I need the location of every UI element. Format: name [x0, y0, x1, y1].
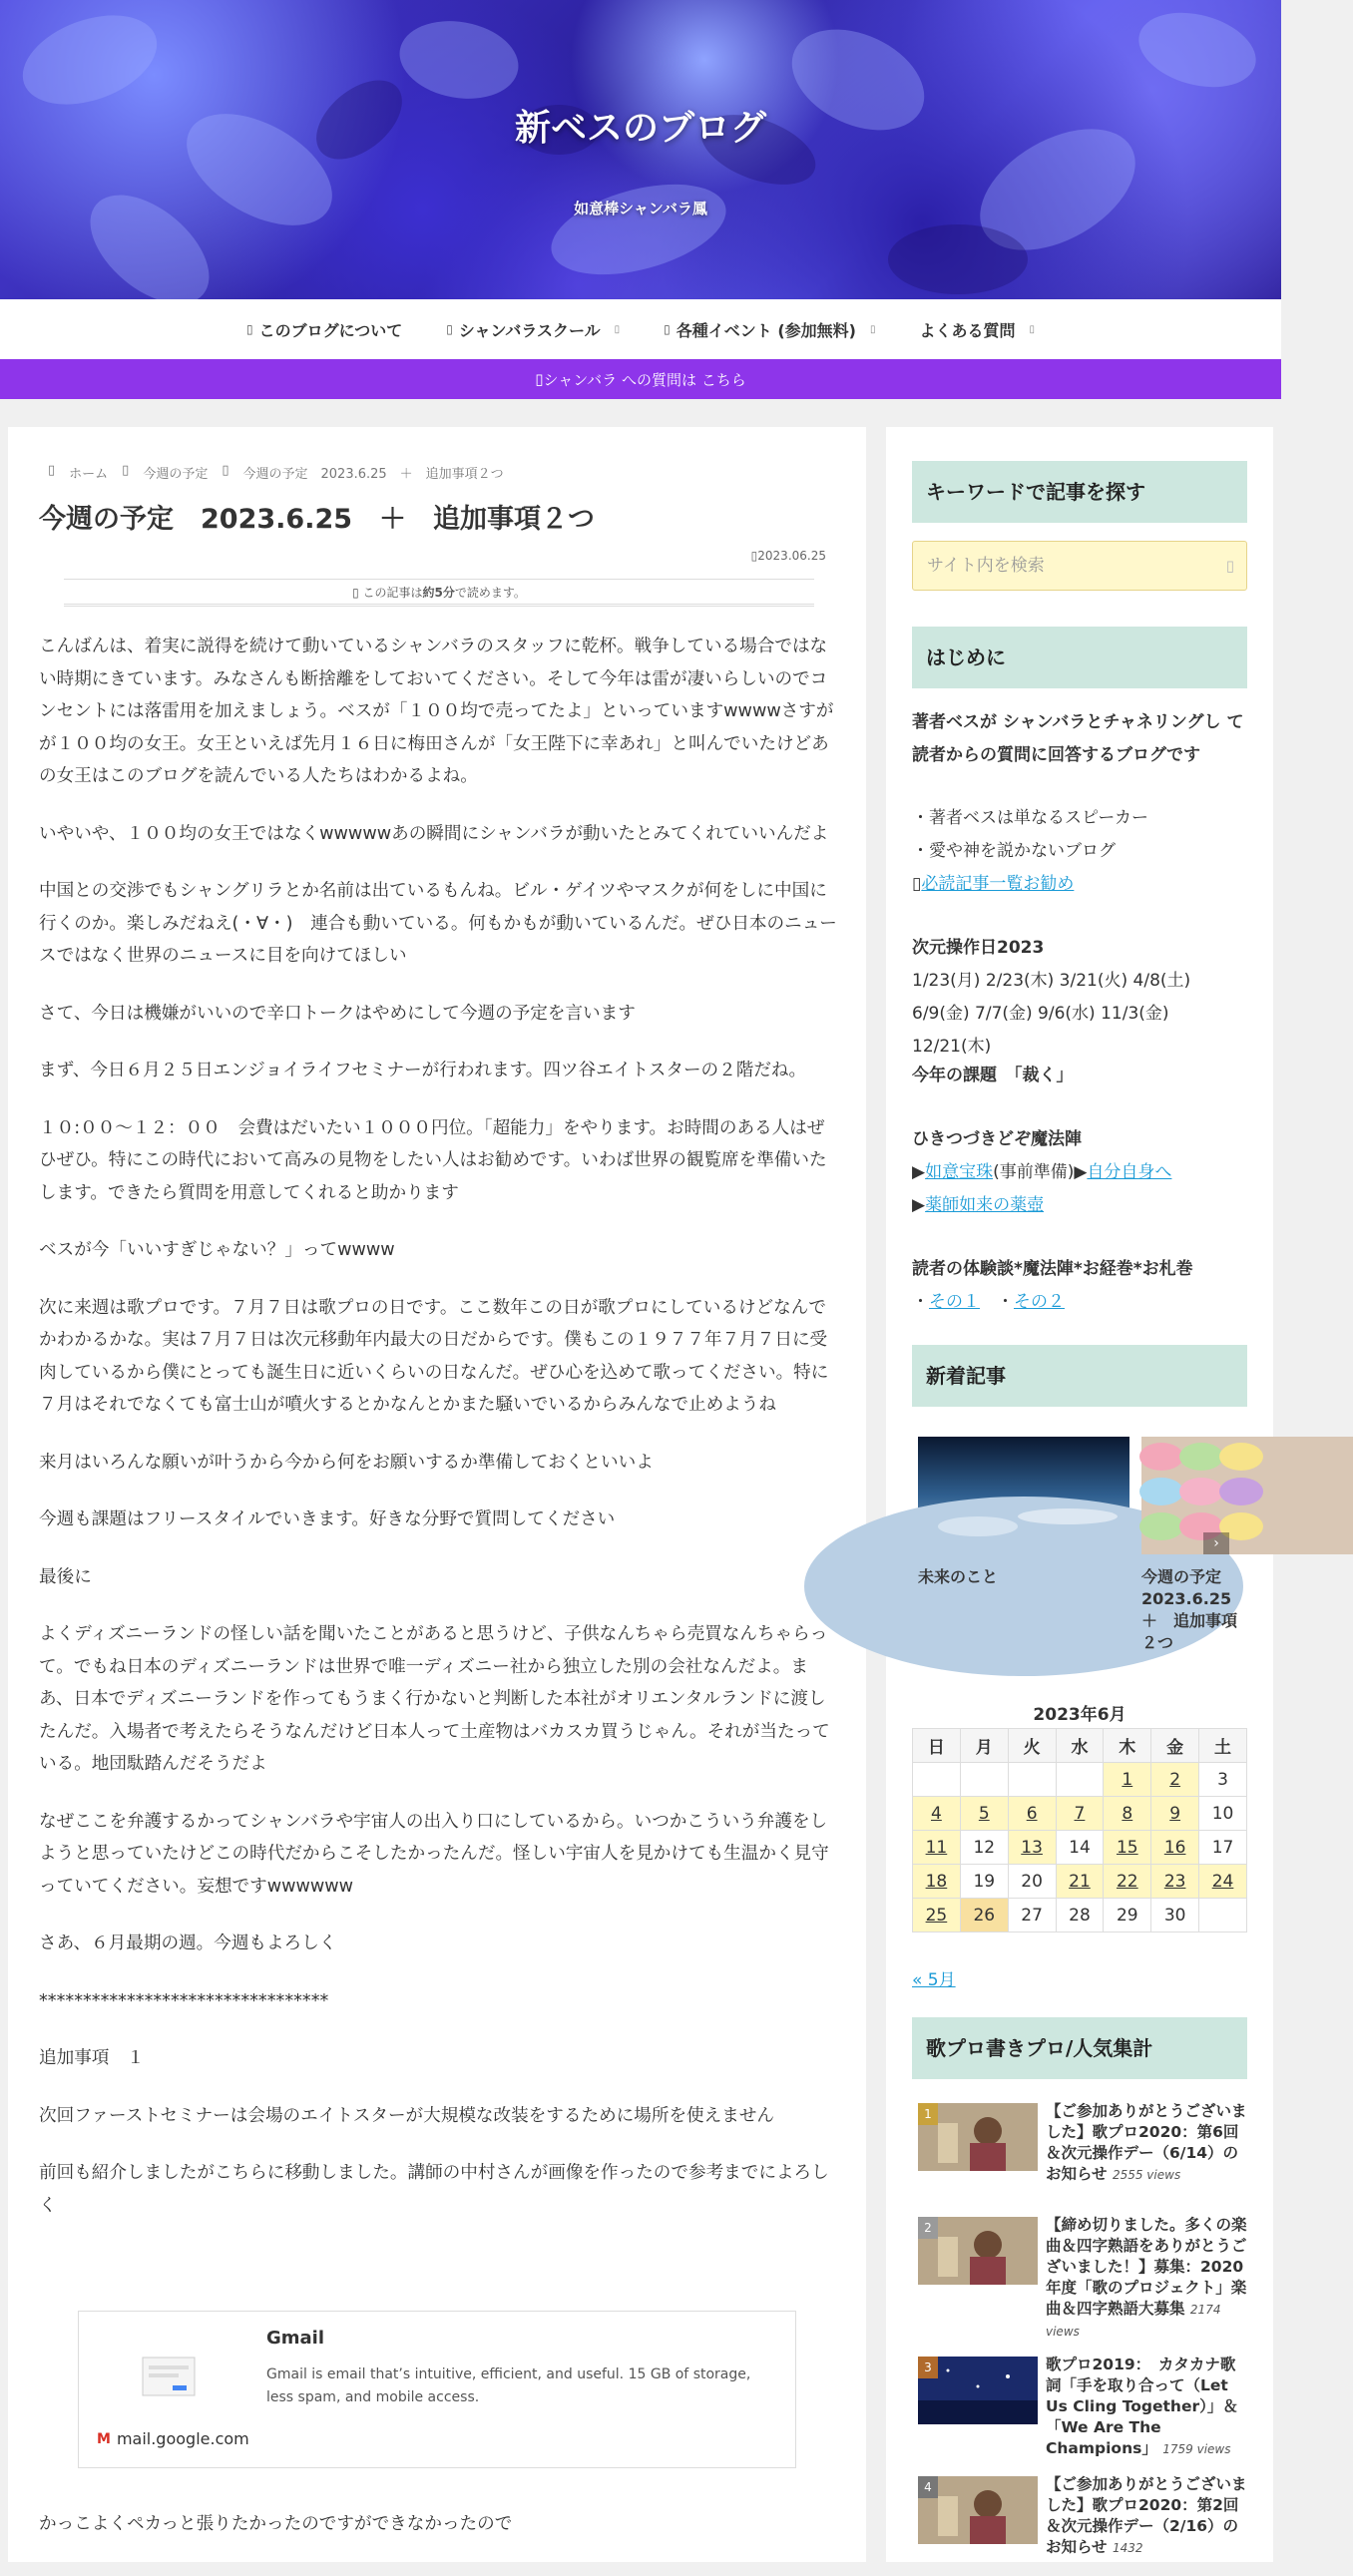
calendar-day: 10	[1199, 1797, 1247, 1831]
must-read-line	[912, 868, 1251, 901]
paragraph: *********************************	[39, 1990, 329, 2011]
calendar-prev-month-link[interactable]: « 5月	[912, 1970, 956, 1990]
calendar-day-link[interactable]: 15	[1116, 1837, 1138, 1858]
carousel-next-icon[interactable]: ›	[1203, 1532, 1229, 1554]
sidebar	[886, 427, 1273, 2562]
ranking-number: 1	[918, 2103, 938, 2125]
calendar-day[interactable]	[1104, 1831, 1151, 1865]
calendar-day: 14	[1056, 1831, 1104, 1865]
reader-title	[912, 1253, 1251, 1286]
magic-line-mid: (事前準備)▶	[993, 1162, 1088, 1182]
calendar-day[interactable]	[1104, 1763, 1151, 1797]
schedule-title-text: 次元操作日2023	[912, 938, 1045, 958]
calendar-day-link[interactable]: 21	[1069, 1871, 1091, 1892]
ranking-title	[1046, 2474, 1250, 2559]
paragraph: なぜここを弁護するかってシャンバラや宇宙人の出入り口にしているから。いつかこういう弁護をしようと思っていたけどこの時代だからこそしたかったんだ。怪しい宇宙人を見かけても生温かく見守っていてください。妄想ですwwwwww	[39, 1811, 829, 1897]
calendar-day[interactable]	[913, 1865, 961, 1899]
calendar-day: 30	[1151, 1899, 1199, 1932]
nav-item-faq[interactable]	[897, 318, 1057, 341]
ranking-number: 3	[918, 2357, 938, 2378]
magic-line-2	[912, 1189, 1251, 1222]
ranking-title	[1046, 2101, 1250, 2186]
paragraph: 来月はいろんな願いが叶うから今から何をお願いするか準備しておくといいよ	[39, 1452, 654, 1473]
calendar-day[interactable]	[1056, 1797, 1104, 1831]
calendar-day-link[interactable]: 18	[925, 1871, 948, 1892]
ranking-title	[1046, 2355, 1250, 2460]
ranking-number: 4	[918, 2476, 938, 2498]
calendar-day[interactable]	[1151, 1865, 1199, 1899]
calendar-day[interactable]	[1056, 1865, 1104, 1899]
paragraph: かっこよくペカっと張りたかったのですができなかったので	[39, 2514, 513, 2534]
readtime-pre: この記事は	[362, 586, 423, 600]
header-banner	[0, 0, 1281, 299]
paragraph: さて、今日は機嫌がいいので辛口トークはやめにして今週の予定を言います	[39, 1003, 636, 1024]
nav-icon: ▯	[664, 322, 671, 336]
widget-heading-new-posts: 新着記事	[912, 1345, 1247, 1407]
calendar-empty	[1199, 1899, 1247, 1932]
chevron-down-icon: ▯	[1029, 323, 1036, 335]
clock-icon: ▯	[750, 549, 758, 563]
calendar-day[interactable]	[1008, 1831, 1056, 1865]
yearly-theme	[912, 1060, 1251, 1092]
breadcrumb-current: 今週の予定 2023.6.25 ＋ 追加事項２つ	[242, 467, 504, 482]
gmail-favicon-icon: M	[97, 2430, 111, 2447]
widget-heading-intro: はじめに	[912, 627, 1247, 688]
paragraph: １０:００〜１２：００ 会費はだいたい１０００円位。「超能力」をやります。お時間のある人はぜひぜひ。特にこの時代において高みの見物をしたい人はお勧めです。いわば世界の観覧席を準備いたします。できたら質問を用意してくれると助かります	[39, 1117, 827, 1203]
magic-line-1	[912, 1156, 1251, 1189]
intro-bullet: ・愛や神を説かないブログ	[912, 841, 1116, 861]
calendar-day[interactable]	[1151, 1797, 1199, 1831]
breadcrumb-category[interactable]: 今週の予定	[143, 467, 209, 482]
ranking-views: 1759 views	[1162, 2442, 1231, 2456]
clock-icon: ▯	[352, 586, 363, 600]
calendar-day[interactable]	[913, 1899, 961, 1932]
post-date-value: 2023.06.25	[757, 549, 826, 563]
nav-item-about[interactable]	[225, 318, 424, 341]
paragraph: よくディズニーランドの怪しい話を聞いたことがあると思うけど、子供なんちゃら売買なんちゃらって。でもね日本のディズニーランドは世界で唯一ディズニー社から独立した別の会社なんだよ。まあ、日本でディズニーランドを作ってもうまく行かないと判断した本社がオリエンタルランドに渡したんだ。入場者で考えたらそうなんだけど日本人って土産物はバカスカ買うじゃん。それが当たっている。地団駄踏んだそうだよ	[39, 1624, 830, 1774]
paragraph: いやいや、１００均の女王ではなくwwwwwあの瞬間にシャンバラが動いたとみてくれていいんだよ	[39, 823, 829, 844]
main-content	[8, 427, 866, 2562]
article-title: 今週の予定 2023.6.25 ＋ 追加事項２つ	[39, 504, 596, 535]
notice-bar[interactable]	[0, 359, 1281, 399]
reader-links: ・その１ ・その２	[912, 1292, 1065, 1312]
readtime-post: で読めます。	[454, 586, 526, 600]
must-read-link[interactable]: 必読記事一覧お勧め	[921, 874, 1075, 894]
search-placeholder: サイト内を検索	[927, 556, 1045, 576]
paragraph: 最後に	[39, 1566, 92, 1587]
search-input[interactable]	[912, 541, 1247, 591]
readtime-value: 約5分	[422, 586, 455, 600]
calendar-day[interactable]	[1008, 1797, 1056, 1831]
nav-label: よくある質問	[919, 320, 1016, 340]
folder-icon: ▯	[122, 463, 130, 478]
paragraph: 中国との交渉でもシャングリラとか名前は出ているもんね。ビル・ゲイツやマスクが何をしに中国に行くのか。楽しみだねえ(・∀・) 連合も動いている。何もかもが動いているんだ。ぜひ日本のニュースではなく世界のニュースに目を向けてほしい	[39, 881, 837, 966]
arrow-icon: ▶	[912, 1195, 926, 1215]
link-card-description: Gmail is email that’s intuitive, efficient, and useful. 15 GB of storage, less spam, and mobile access.	[266, 2366, 751, 2405]
reader-title-text: 読者の体験談*魔法陣*お経巻*お札巻	[912, 1259, 1193, 1279]
ranking-item[interactable]	[918, 2103, 1247, 2203]
magic-link-yakushi[interactable]: 薬師如来の薬壺	[925, 1195, 1045, 1215]
paragraph: ベスが今「いいすぎじゃない？」ってwwww	[39, 1240, 395, 1260]
search-icon[interactable]: ▯	[1225, 557, 1234, 575]
home-icon: ▯	[48, 463, 56, 478]
nav-item-events[interactable]	[642, 318, 897, 341]
magic-link-self[interactable]: 自分自身へ	[1087, 1162, 1172, 1182]
calendar-day-link[interactable]: 23	[1163, 1871, 1186, 1892]
paragraph: 今週も課題はフリースタイルでいきます。好きな分野で質問してください	[39, 1509, 616, 1529]
widget-heading-search: キーワードで記事を探す	[912, 461, 1247, 523]
calendar-caption: 2023年6月	[1033, 1705, 1127, 1725]
weekday: 土	[1199, 1729, 1247, 1763]
calendar-day[interactable]	[1151, 1831, 1199, 1865]
ranking-item[interactable]	[918, 2216, 1247, 2339]
article-body	[39, 631, 837, 2247]
magic-title-text: ひきつづきどぞ魔法陣	[912, 1129, 1082, 1149]
calendar-day: 29	[1104, 1899, 1151, 1932]
calendar-day-link[interactable]: 5	[978, 1803, 990, 1824]
reader-link-2[interactable]: その２	[1014, 1292, 1065, 1312]
weekday: 木	[1104, 1729, 1151, 1763]
calendar-empty	[913, 1763, 961, 1797]
calendar-day[interactable]	[1104, 1865, 1151, 1899]
breadcrumb-home[interactable]: ホーム	[69, 467, 109, 482]
nav-label: シャンバラスクール	[458, 320, 601, 340]
paragraph: さあ、６月最期の週。今週もよろしく	[39, 1933, 337, 1953]
calendar-empty	[1056, 1763, 1104, 1797]
calendar-day-link[interactable]: 4	[931, 1803, 942, 1824]
paragraph: 前回も紹介しましたがこちらに移動しました。講師の中村さんが画像を作ったので参考までによろしく	[39, 2163, 829, 2216]
weekday: 水	[1056, 1729, 1104, 1763]
calendar-today: 26	[960, 1899, 1008, 1932]
nav-icon: ▯	[446, 322, 453, 336]
ranking-number: 2	[918, 2217, 938, 2239]
new-post-thumbnail	[1141, 1437, 1353, 1554]
ranking-title-text: 歌プロ2019： カタカナ歌詞「手を取り合って（Let Us Cling Together）」＆「We Are The Champions」	[1046, 2356, 1238, 2457]
calendar-day-link[interactable]: 1	[1122, 1769, 1133, 1790]
calendar-day: 12	[960, 1831, 1008, 1865]
notice-label: シャンバラ への質問は こちら	[543, 370, 746, 389]
calendar-day-link[interactable]: 2	[1169, 1769, 1181, 1790]
link-card-domain-text: mail.google.com	[116, 2429, 249, 2448]
new-post-thumbnail	[918, 1437, 1129, 1554]
nav-label: 各種イベント (参加無料)	[676, 320, 856, 340]
magic-title	[912, 1123, 1251, 1156]
weekday: 金	[1151, 1729, 1199, 1763]
new-post-card[interactable]	[1141, 1437, 1353, 1654]
weekday: 月	[960, 1729, 1008, 1763]
main-nav	[0, 299, 1281, 359]
ranking-views: 1432	[1112, 2541, 1143, 2555]
paragraph: まず、今日６月２５日エンジョイライフセミナーが行われます。四ツ谷エイトスターの２階だね。	[39, 1061, 807, 1080]
yearly-theme-text: 今年の課題 「裁く」	[912, 1066, 1074, 1085]
calendar-day: 27	[1008, 1899, 1056, 1932]
ranking-title-text: 【締め切りました。多くの楽曲＆四字熟語をありがとうございました！】募集：2020年度「歌のプロジェクト」楽曲＆四字熟語大募集	[1046, 2216, 1247, 2318]
gmail-thumbnail	[139, 2348, 199, 2407]
calendar-day-link[interactable]: 16	[1163, 1837, 1186, 1858]
calendar	[912, 1728, 1247, 1932]
new-post-card[interactable]	[918, 1437, 1129, 1588]
weekday: 火	[1008, 1729, 1056, 1763]
nav-label: このブログについて	[258, 320, 403, 340]
intro-lead-text: 著者ベスが シャンバラとチャネリングし て 読者からの質問に回答するブログです	[912, 712, 1244, 765]
ranking-item[interactable]	[918, 2476, 1247, 2576]
calendar-day[interactable]	[913, 1797, 961, 1831]
calendar-day[interactable]	[913, 1831, 961, 1865]
bookmark-icon: ▯	[912, 874, 922, 894]
paragraph: こんばんは、着実に説得を続けて動いているシャンバラのスタッフに乾杯。戦争している場合ではない時期にきています。みなさんも断捨離をしておいてください。そして今年は雷が凄いらしいのでコンセントには落雷用を加えましょう。ベスが「１００均で売ってたよ」といっていますwwwwさすがが１００均の女王。女王といえば先月１６日に梅田さんが「女王陛下に幸あれ」と叫んでいたけどあの女王はこのブログを読んでいる人たちはわかるよね。	[39, 637, 834, 786]
site-subtitle: 如意棒シャンバラ鳳	[574, 200, 707, 217]
breadcrumb	[48, 463, 504, 482]
schedule-title	[912, 932, 1251, 965]
link-card-domain	[97, 2429, 249, 2448]
calendar-day-link[interactable]: 6	[1026, 1803, 1038, 1824]
intro-lead	[912, 706, 1251, 772]
calendar-day: 28	[1056, 1899, 1104, 1932]
calendar-day-link[interactable]: 9	[1169, 1803, 1181, 1824]
calendar-day[interactable]	[1199, 1865, 1247, 1899]
magic-link-nyoi[interactable]: 如意宝珠	[925, 1162, 994, 1182]
calendar-day-link[interactable]: 22	[1116, 1871, 1138, 1892]
calendar-day: 20	[1008, 1865, 1056, 1899]
nav-item-school[interactable]	[424, 318, 642, 341]
calendar-day[interactable]	[1104, 1797, 1151, 1831]
paragraph: 次回ファーストセミナーは会場のエイトスターが大規模な改装をするために場所を使えません	[39, 2105, 775, 2126]
calendar-empty	[960, 1763, 1008, 1797]
schedule-dates: 1/23(月) 2/23(木) 3/21(火) 4/8(土) 6/9(金) 7/7(金) 9/6(水) 11/3(金) 12/21(木)	[912, 971, 1191, 1057]
link-card-title: Gmail	[266, 2328, 325, 2349]
calendar-day-link[interactable]: 24	[1211, 1871, 1234, 1892]
calendar-day-link[interactable]: 11	[925, 1837, 948, 1858]
ranking-title	[1046, 2215, 1250, 2343]
calendar-day-link[interactable]: 8	[1122, 1803, 1133, 1824]
calendar-empty	[1008, 1763, 1056, 1797]
ranking-views: 2555 views	[1112, 2168, 1181, 2182]
ranking-title-text: 【ご参加ありがとうございました】歌プロ2020：第6回＆次元操作デー（6/14）のお知らせ	[1046, 2102, 1247, 2183]
calendar-day[interactable]	[1151, 1763, 1199, 1797]
new-post-title: 未来のこと	[918, 1567, 999, 1586]
chevron-down-icon: ▯	[614, 323, 621, 335]
nav-icon: ▯	[245, 322, 253, 336]
arrow-icon: ▶	[912, 1162, 926, 1182]
calendar-day-link[interactable]: 7	[1074, 1803, 1086, 1824]
ranking-title-text: 【ご参加ありがとうございました】歌プロ2020：第2回＆次元操作デー（2/16）のお知らせ	[1046, 2475, 1247, 2556]
ranking-item[interactable]	[918, 2357, 1247, 2456]
calendar-day: 17	[1199, 1831, 1247, 1865]
new-post-title: 今週の予定 2023.6.25 ＋ 追加事項２つ	[1141, 1567, 1248, 1652]
widget-heading-ranking: 歌プロ書きプロ/人気集計	[912, 2017, 1247, 2079]
chevron-down-icon: ▯	[869, 323, 876, 335]
calendar-day-link[interactable]: 13	[1021, 1837, 1043, 1858]
site-title[interactable]: 新ベスのブログ	[514, 108, 766, 149]
reader-link-1[interactable]: その１	[929, 1292, 980, 1312]
calendar-day: 3	[1199, 1763, 1247, 1797]
weekday: 日	[913, 1729, 961, 1763]
gmail-link-card[interactable]	[78, 2311, 796, 2468]
reading-time	[64, 579, 814, 607]
ranking-views: 2174 views	[1046, 2303, 1221, 2339]
calendar-day[interactable]	[960, 1797, 1008, 1831]
folder-icon: ▯	[222, 463, 229, 478]
calendar-day: 19	[960, 1865, 1008, 1899]
notice-icon: ▯	[535, 370, 544, 388]
paragraph: 次に来週は歌プロです。７月７日は歌プロの日です。ここ数年この日が歌プロにしているけどなんでかわかるかな。実は７月７日は次元移動年内最大の日だからです。僕もこの１９７７年７月７日に受肉しているから僕にとっても誕生日に近いくらいの日なんだ。ぜひ心を込めて歌ってください。特に７月はそれでなくても富士山が噴火するとかなんとかまた騒いでいるからみんなで止めようね	[39, 1297, 829, 1415]
new-post-card-clip	[1141, 1437, 1248, 1652]
calendar-day-link[interactable]: 25	[925, 1905, 948, 1926]
post-date	[751, 549, 826, 563]
paragraph: 追加事項 １	[39, 2048, 145, 2068]
intro-bullet: ・著者ベスは単なるスピーカー	[912, 808, 1148, 828]
